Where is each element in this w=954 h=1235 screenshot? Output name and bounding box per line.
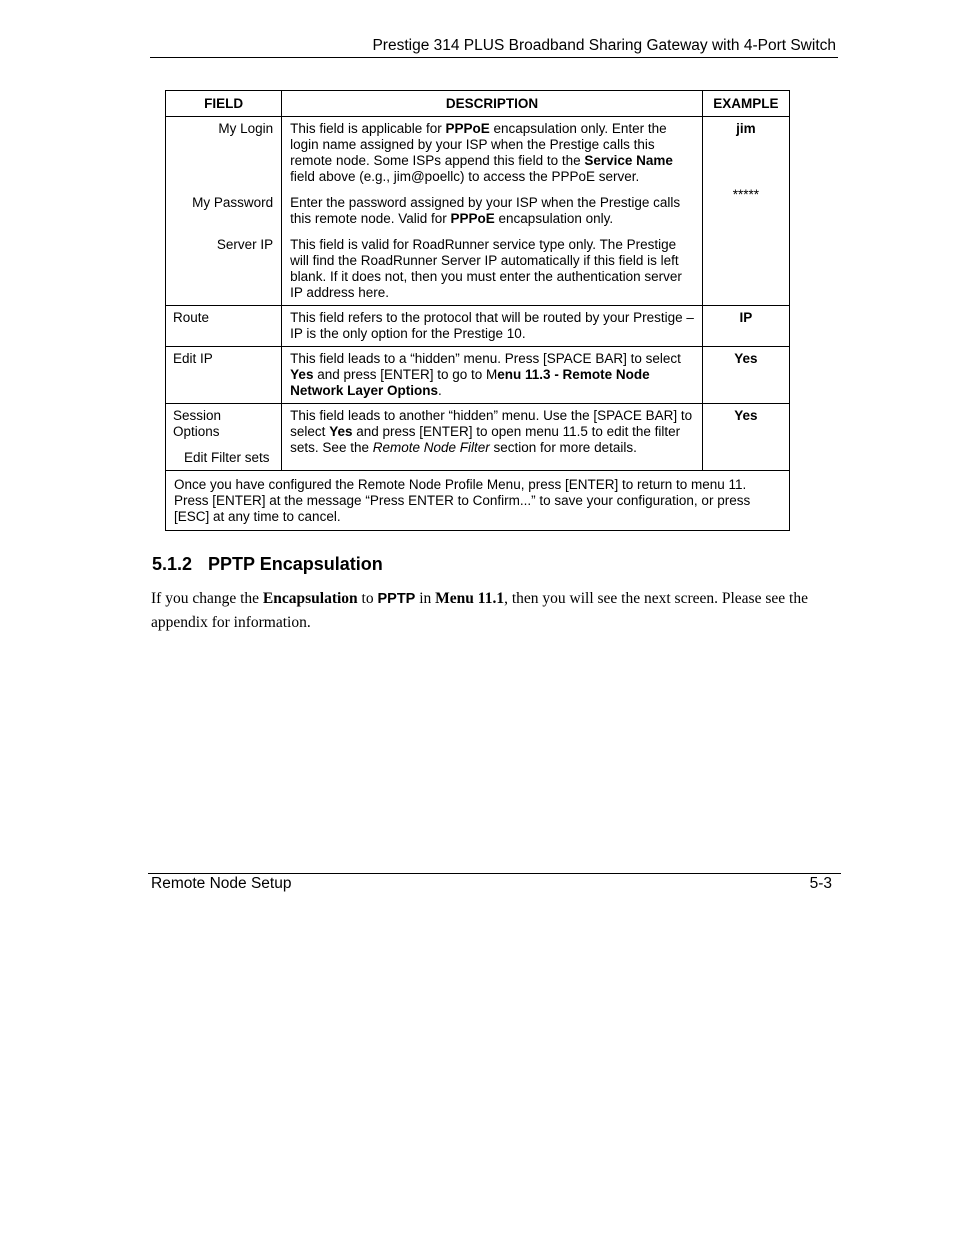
description-edit-ip <box>282 347 703 404</box>
para-bold-menu-11-1: Menu 11.1 <box>435 590 505 607</box>
field-my-login: My Login <box>218 121 274 136</box>
description-session-options <box>282 404 703 471</box>
description-server-ip: This field is valid for RoadRunner service type only. The Prestige will find the RoadRunner Server IP automatically if this field is left blank. If it does not, then you must enter the authentication server IP address here. <box>290 237 682 300</box>
field-session-line2: Options <box>173 424 220 439</box>
desc-text: encapsulation only. Enter the login name assigned by your ISP when the Prestige calls this remote node. Some ISPs append this field to the <box>290 121 667 168</box>
table-row-session-options <box>166 404 790 471</box>
desc-bold-pppoe: PPPoE <box>445 121 490 136</box>
desc-text: and press [ENTER] to go to M <box>313 367 498 382</box>
table-header-row <box>166 91 790 117</box>
section-heading <box>152 554 383 575</box>
desc-text: encapsulation only. <box>494 211 614 226</box>
field-edit-ip: Edit IP <box>166 347 282 404</box>
example-my-password: ***** <box>732 187 760 202</box>
desc-text: Enter the password assigned by your ISP when the Prestige calls this remote node. Valid for <box>290 195 681 226</box>
para-text: to <box>357 590 378 607</box>
column-header-example: EXAMPLE <box>702 91 789 117</box>
table-note: Once you have configured the Remote Node Profile Menu, press [ENTER] to return to menu 11. Press [ENTER] at the message “Press ENTER to Confirm...” to save your configuration, or press [ESC] at any time to cancel. <box>166 471 790 531</box>
example-cell-login-group <box>702 117 789 306</box>
para-text: If you change the <box>151 590 263 607</box>
para-bold-pptp: PPTP <box>377 591 416 607</box>
section-number: 5.1.2 <box>152 554 193 574</box>
example-route: IP <box>702 306 789 347</box>
footer-chapter-title: Remote Node Setup <box>151 875 292 892</box>
header-divider <box>150 57 838 58</box>
column-header-description: DESCRIPTION <box>282 91 703 117</box>
table-row-login-group <box>166 117 790 306</box>
desc-bold-yes: Yes <box>290 367 314 382</box>
description-route: This field refers to the protocol that will be routed by your Prestige – IP is the only option for the Prestige 10. <box>282 306 703 347</box>
example-edit-ip: Yes <box>702 347 789 404</box>
field-my-password: My Password <box>192 195 274 210</box>
para-text: in <box>415 590 436 607</box>
desc-bold-menu-11-3: enu 11.3 - Remote Node Network Layer Options <box>290 367 650 398</box>
field-cell-login-group <box>166 117 282 306</box>
desc-text: section for more details. <box>489 440 637 455</box>
table-row-edit-ip <box>166 347 790 404</box>
desc-text: field above (e.g., jim@poellc) to access the PPPoE server. <box>290 169 640 184</box>
footer-divider <box>148 873 841 874</box>
desc-text: . <box>437 383 442 398</box>
description-my-login <box>290 121 696 185</box>
desc-text: and press [ENTER] to open menu 11.5 to edit the filter sets. See the <box>290 424 681 455</box>
section-title: PPTP Encapsulation <box>208 554 383 574</box>
desc-italic-remote-node-filter: Remote Node Filter <box>372 440 490 455</box>
table-row-route <box>166 306 790 347</box>
table-note-row <box>166 471 790 531</box>
body-paragraph <box>151 587 831 634</box>
field-cell-session-options <box>166 404 282 471</box>
example-my-login: jim <box>736 121 756 136</box>
para-bold-encapsulation: Encapsulation <box>262 590 358 607</box>
para-text: , then you will see the next screen. Please see the appendix for information. <box>151 590 808 631</box>
description-cell-login-group <box>282 117 703 306</box>
field-edit-filter-sets: Edit Filter sets <box>184 450 270 465</box>
desc-text: This field is applicable for <box>290 121 446 136</box>
running-header-title: Prestige 314 PLUS Broadband Sharing Gateway with 4-Port Switch <box>372 37 836 54</box>
desc-bold-pppoe: PPPoE <box>450 211 495 226</box>
field-session-line1: Session <box>173 408 222 423</box>
desc-text: This field leads to another “hidden” menu. Use the [SPACE BAR] to select <box>290 408 693 439</box>
field-route: Route <box>166 306 282 347</box>
page-number: 5-3 <box>809 875 832 892</box>
desc-text: This field leads to a “hidden” menu. Press [SPACE BAR] to select <box>290 351 681 366</box>
description-my-password <box>290 195 696 227</box>
desc-bold-yes: Yes <box>329 424 353 439</box>
column-header-field: FIELD <box>166 91 282 117</box>
field-server-ip: Server IP <box>216 237 274 252</box>
example-session-options: Yes <box>702 404 789 471</box>
desc-bold-service-name: Service Name <box>584 153 673 168</box>
field-description-table <box>165 90 790 531</box>
